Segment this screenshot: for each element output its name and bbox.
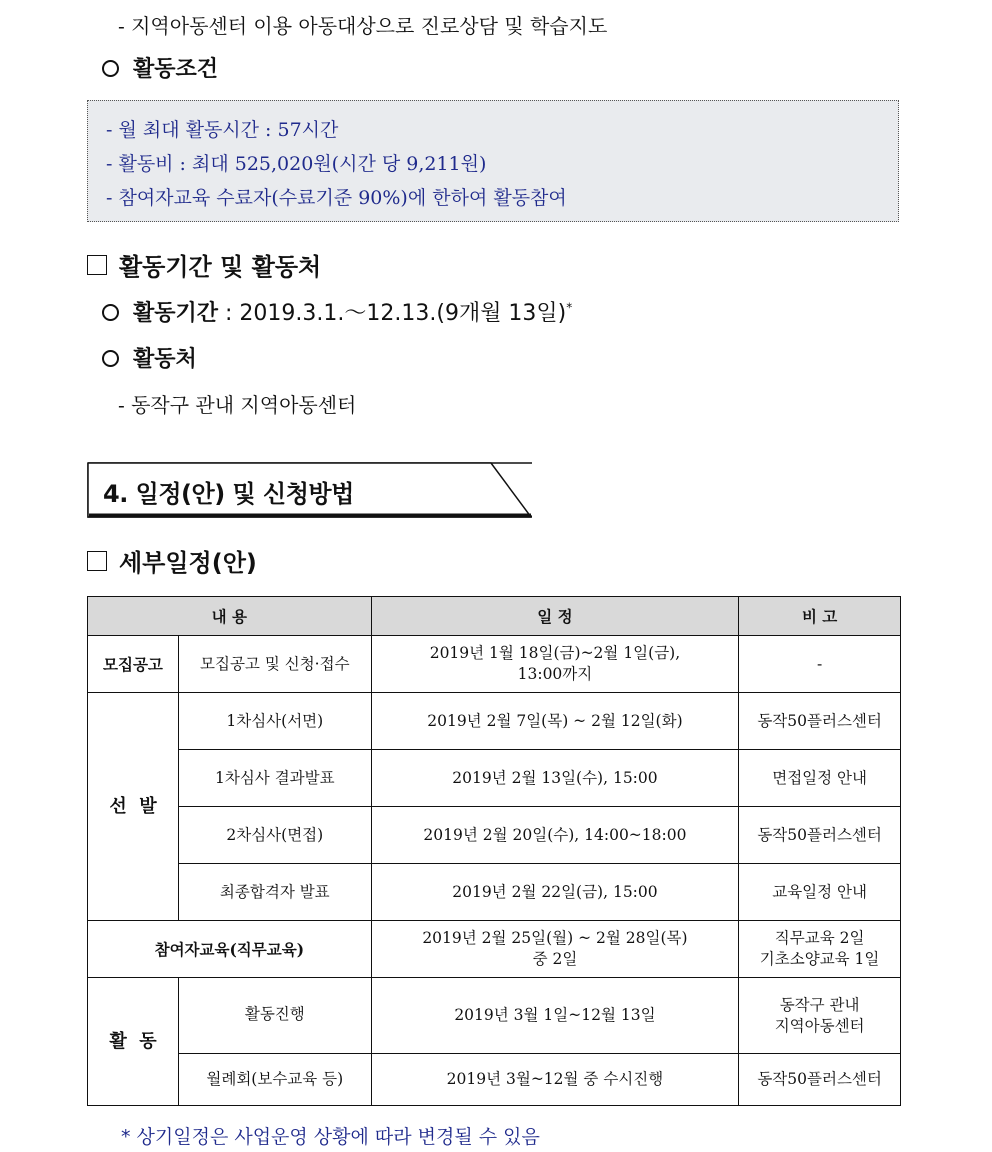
selection-note: 동작50플러스센터 bbox=[739, 693, 901, 750]
selection-group: 선 발 bbox=[88, 693, 179, 921]
table-header-row bbox=[88, 597, 901, 636]
training-date-line1: 2019년 2월 25일(월) ~ 2월 28일(목) bbox=[422, 929, 688, 947]
conditions-heading bbox=[102, 52, 218, 83]
selection-note: 교육일정 안내 bbox=[739, 864, 901, 921]
place-label: 활동처 bbox=[133, 347, 197, 372]
recruit-item: 모집공고 및 신청·접수 bbox=[178, 636, 371, 693]
training-date bbox=[371, 921, 739, 978]
table-row bbox=[88, 921, 901, 978]
training-note-line1: 직무교육 2일 bbox=[774, 929, 865, 947]
training-date-line2: 중 2일 bbox=[532, 950, 578, 968]
table-row bbox=[88, 1054, 901, 1106]
section-title: 4. 일정(안) 및 신청방법 bbox=[103, 480, 354, 508]
training-note-line2: 기초소양교육 1일 bbox=[759, 950, 880, 968]
selection-note: 동작50플러스센터 bbox=[739, 807, 901, 864]
header-note: 비 고 bbox=[739, 597, 901, 636]
recruit-note: - bbox=[739, 636, 901, 693]
checkbox-square-icon bbox=[87, 551, 107, 571]
table-row bbox=[88, 636, 901, 693]
activity-item: 월례회(보수교육 등) bbox=[178, 1054, 371, 1106]
schedule-heading-text: 세부일정(안) bbox=[119, 549, 257, 577]
recruit-date-line1: 2019년 1월 18일(금)~2월 1일(금), bbox=[429, 644, 681, 662]
activity-item: 활동진행 bbox=[178, 978, 371, 1054]
condition-line-3: - 참여자교육 수료자(수료기준 90%)에 한하여 활동참여 bbox=[106, 187, 567, 209]
selection-item: 최종합격자 발표 bbox=[178, 864, 371, 921]
activity-date: 2019년 3월~12월 중 수시진행 bbox=[371, 1054, 739, 1106]
period-line bbox=[102, 296, 572, 327]
recruit-date-line2: 13:00까지 bbox=[517, 665, 593, 683]
selection-date: 2019년 2월 7일(목) ~ 2월 12일(화) bbox=[371, 693, 739, 750]
selection-date: 2019년 2월 22일(금), 15:00 bbox=[371, 864, 739, 921]
selection-date: 2019년 2월 20일(수), 14:00~18:00 bbox=[371, 807, 739, 864]
condition-line-1: - 월 최대 활동시간 : 57시간 bbox=[106, 119, 339, 141]
recruit-date bbox=[371, 636, 739, 693]
table-row bbox=[88, 693, 901, 750]
activity-note bbox=[739, 978, 901, 1054]
table-row bbox=[88, 750, 901, 807]
schedule-heading bbox=[87, 543, 257, 578]
activity-date: 2019년 3월 1일~12월 13일 bbox=[371, 978, 739, 1054]
circle-bullet-icon bbox=[102, 350, 119, 367]
place-line bbox=[102, 342, 197, 373]
period-section-heading-text: 활동기간 및 활동처 bbox=[119, 253, 322, 281]
header-content: 내 용 bbox=[88, 597, 372, 636]
table-row bbox=[88, 864, 901, 921]
selection-note: 면접일정 안내 bbox=[739, 750, 901, 807]
period-label: 활동기간 bbox=[133, 301, 219, 326]
table-row bbox=[88, 978, 901, 1054]
recruit-group: 모집공고 bbox=[88, 636, 179, 693]
schedule-table bbox=[87, 596, 901, 1106]
place-value: - 동작구 관내 지역아동센터 bbox=[118, 393, 357, 417]
circle-bullet-icon bbox=[102, 60, 119, 77]
period-value: : 2019.3.1.～12.13.(9개월 13일) bbox=[225, 301, 567, 326]
header-schedule: 일 정 bbox=[371, 597, 739, 636]
training-group: 참여자교육(직무교육) bbox=[88, 921, 372, 978]
selection-item: 1차심사(서면) bbox=[178, 693, 371, 750]
selection-date: 2019년 2월 13일(수), 15:00 bbox=[371, 750, 739, 807]
activity-note: 동작50플러스센터 bbox=[739, 1054, 901, 1106]
circle-bullet-icon bbox=[102, 304, 119, 321]
period-footnote-mark: * bbox=[566, 300, 573, 315]
period-section-heading bbox=[87, 247, 321, 282]
condition-line-2: - 활동비 : 최대 525,020원(시간 당 9,211원) bbox=[106, 153, 487, 175]
checkbox-square-icon bbox=[87, 255, 107, 275]
intro-line: - 지역아동센터 이용 아동대상으로 진로상담 및 학습지도 bbox=[118, 14, 608, 38]
activity-group: 활 동 bbox=[88, 978, 179, 1106]
selection-item: 2차심사(면접) bbox=[178, 807, 371, 864]
conditions-heading-text: 활동조건 bbox=[133, 57, 219, 82]
conditions-box bbox=[87, 100, 899, 222]
activity-note-line2: 지역아동센터 bbox=[774, 1016, 865, 1035]
footnote: * 상기일정은 사업운영 상황에 따라 변경될 수 있음 bbox=[121, 1126, 540, 1148]
training-note bbox=[739, 921, 901, 978]
table-row bbox=[88, 807, 901, 864]
selection-item: 1차심사 결과발표 bbox=[178, 750, 371, 807]
activity-note-line1: 동작구 관내 bbox=[779, 995, 860, 1014]
